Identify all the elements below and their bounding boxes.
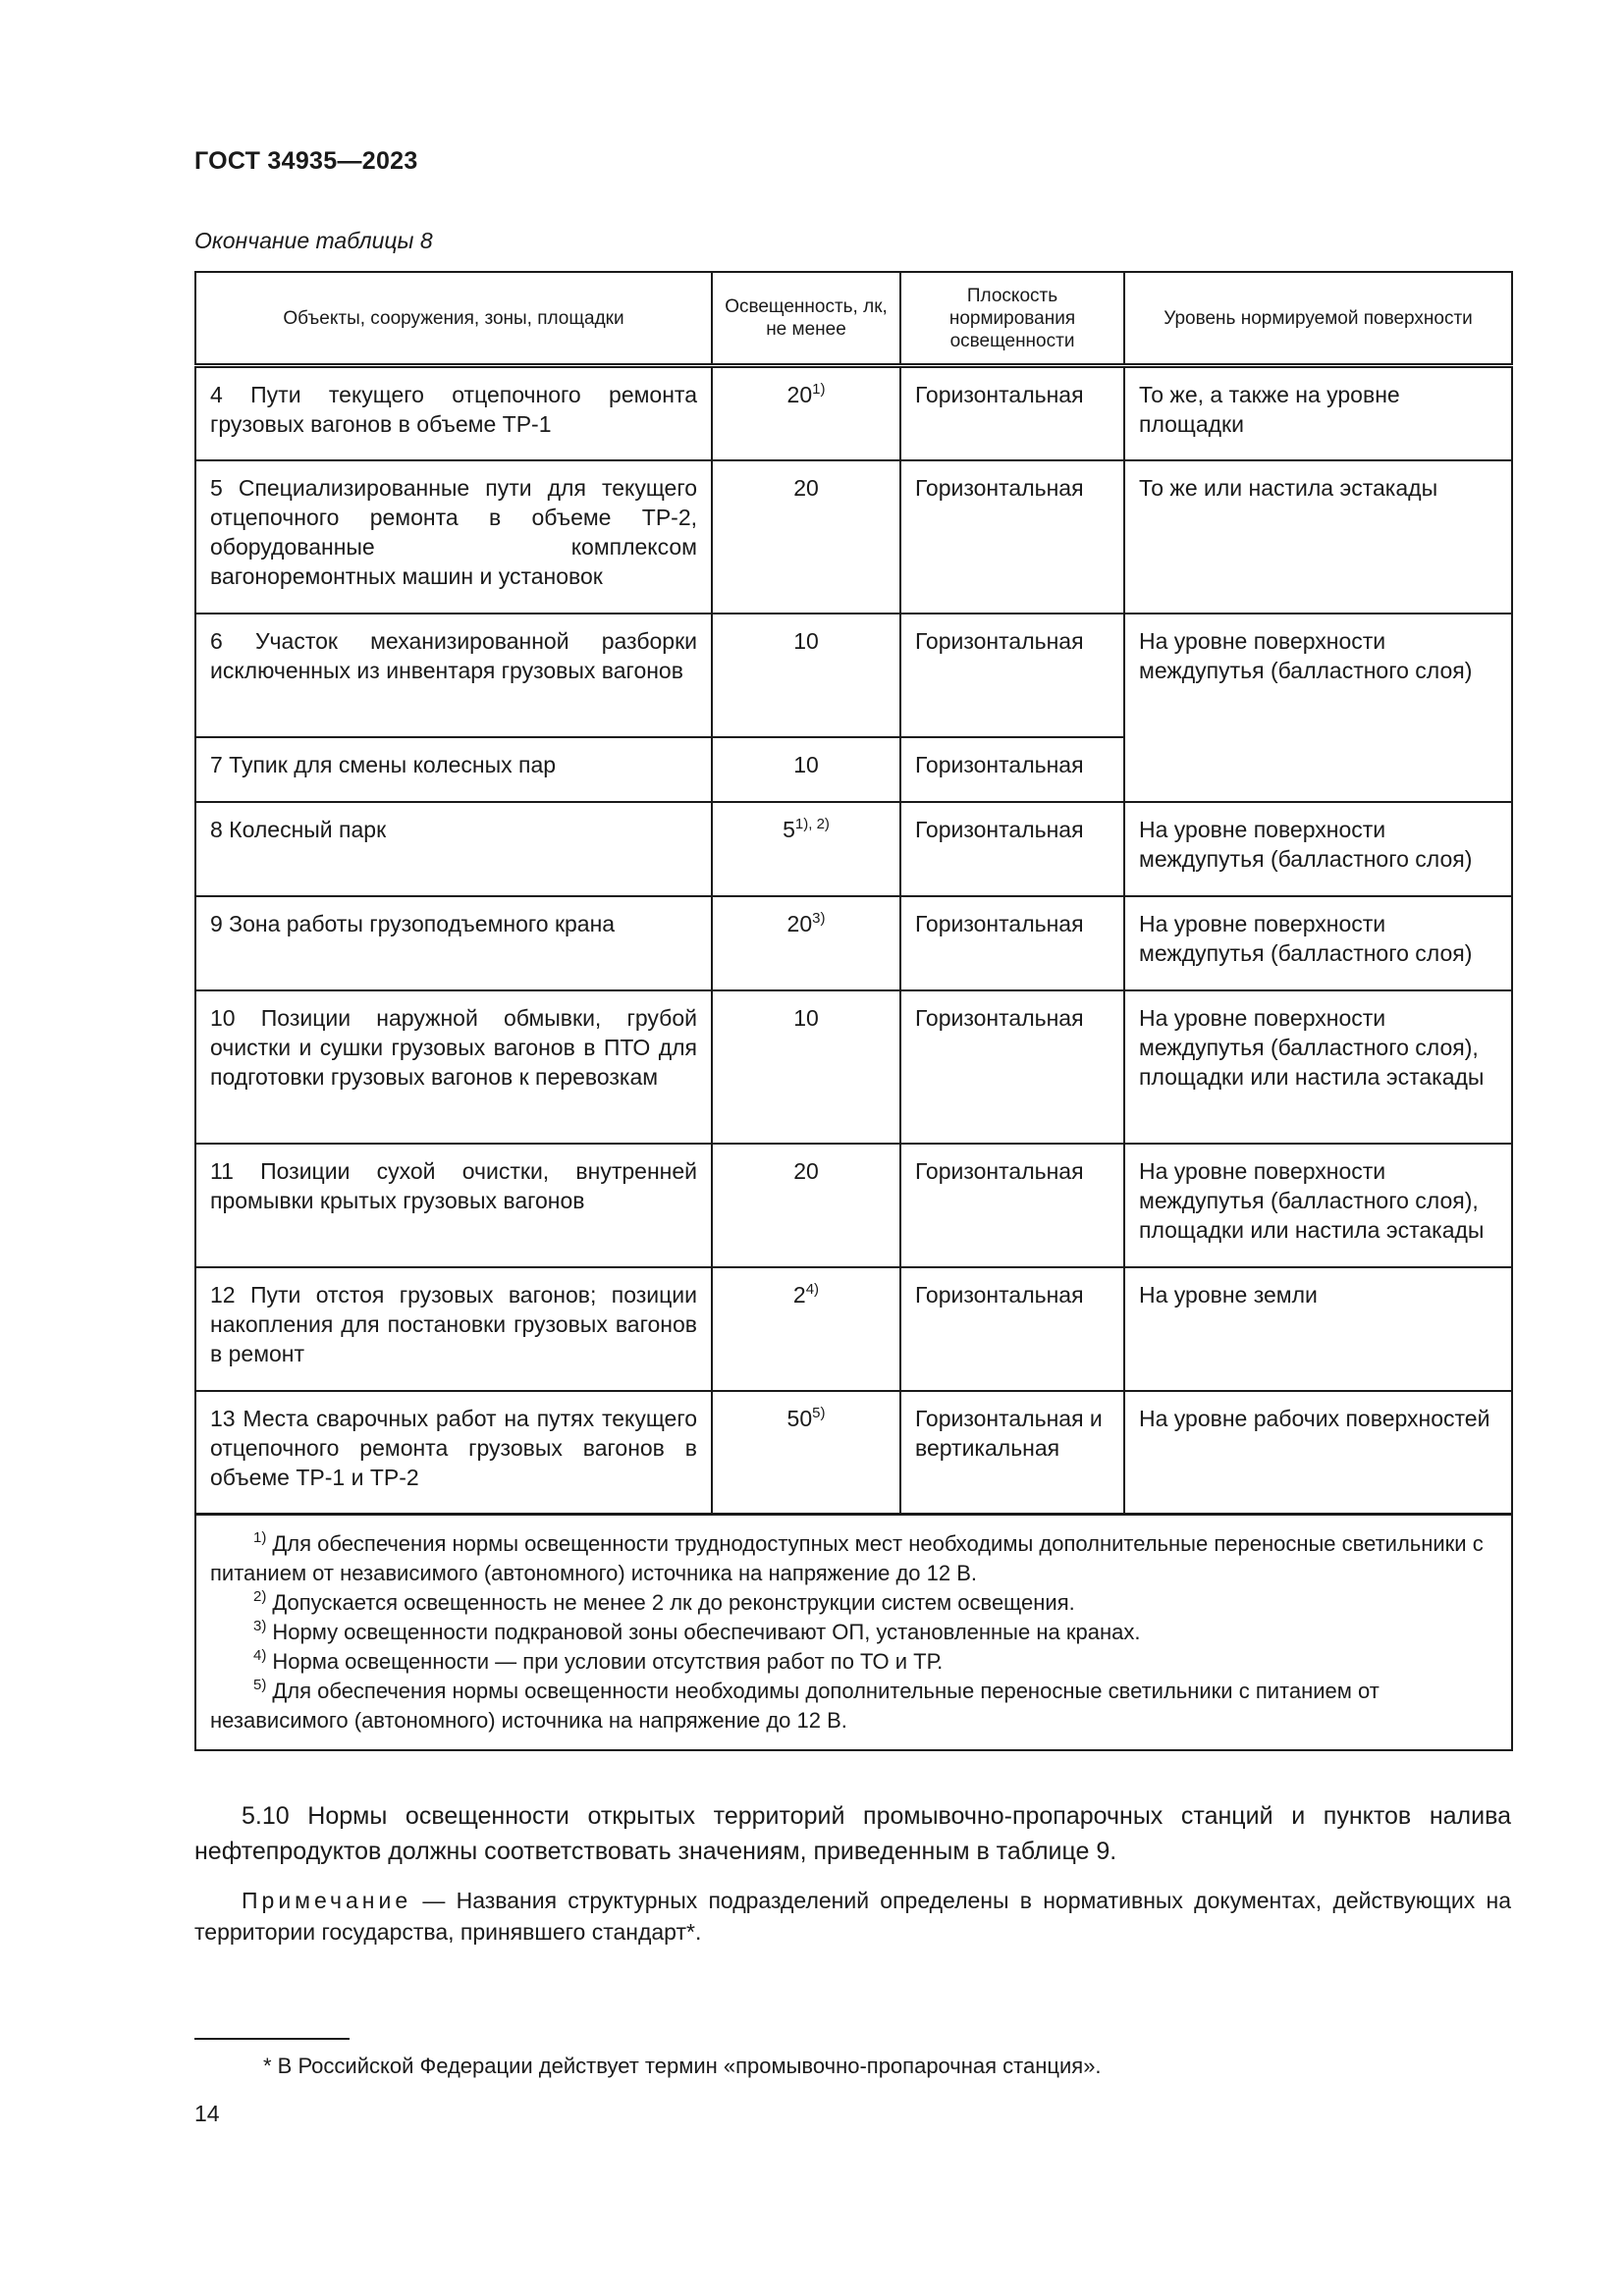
table-row [195, 1391, 1512, 1515]
table-row [195, 896, 1512, 990]
cell-plane: Горизонтальная и вертикальная [900, 1391, 1124, 1515]
footnote-ref: 4) [805, 1280, 820, 1298]
cell-level: На уровне поверхности междупутья (балластного слоя) [1124, 896, 1512, 990]
table-footnote: $^{2)}$ Допускается освещенность не менее 2 лк до реконструкции систем освещения. [253, 1588, 1075, 1615]
column-header-objects: Объекты, сооружения, зоны, площадки [195, 272, 712, 366]
note-text: — Названия структурных подразделений определены в нормативных документах, действующих на территории государства, принявшего стандарт*. [194, 1888, 1511, 1945]
cell-object: 12 Пути отстоя грузовых вагонов; позиции накопления для постановки грузовых вагонов в ремонт [195, 1267, 712, 1391]
table-footnote: $^{5)}$ Для обеспечения нормы освещенности необходимы дополнительные переносные светильники с питанием от независимого (автономного) источника на напряжение до 12 В. [210, 1677, 1380, 1733]
table-footnote: $^{4)}$ Норма освещенности — при условии отсутствия работ по ТО и ТР. [253, 1647, 944, 1674]
cell-object: 13 Места сварочных работ на путях текущего отцепочного ремонта грузовых вагонов в объеме ТР-1 и ТР-2 [195, 1391, 712, 1515]
table-row [195, 614, 1512, 737]
cell-plane: Горизонтальная [900, 1267, 1124, 1391]
cell-level: На уровне земли [1124, 1267, 1512, 1391]
cell-plane: Горизонтальная [900, 737, 1124, 802]
table-header-row [195, 272, 1512, 366]
footnote-ref: 1), 2) [794, 815, 830, 832]
cell-level: На уровне поверхности междупутья (балластного слоя), площадки или настила эстакады [1124, 1144, 1512, 1267]
cell-level: На уровне поверхности междупутья (балластного слоя), площадки или настила эстакады [1124, 990, 1512, 1144]
cell-plane: Горизонтальная [900, 1144, 1124, 1267]
document-code: ГОСТ 34935—2023 [194, 147, 418, 175]
footnote-ref: 5) [812, 1404, 826, 1421]
column-header-level: Уровень нормируемой поверхности [1124, 272, 1512, 366]
table-row [195, 366, 1512, 460]
page-footnote: * В Российской Федерации действует термин «промывочно-пропарочная станция». [263, 2054, 1102, 2078]
cell-object: 4 Пути текущего отцепочного ремонта грузовых вагонов в объеме ТР-1 [195, 366, 712, 460]
column-header-illuminance: Освещенность, лк, не менее [712, 272, 900, 366]
body-paragraph: 5.10 Нормы освещенности открытых территорий промывочно-пропарочных станций и пунктов налива нефтепродуктов должны соответствовать значениям, приведенным в таблице 9. [194, 1802, 1511, 1865]
cell-object: 9 Зона работы грузоподъемного крана [195, 896, 712, 990]
cell-illuminance: 20 [712, 460, 900, 614]
cell-illuminance: 10 [712, 737, 900, 802]
footnote-divider [194, 2038, 350, 2040]
cell-object: 11 Позиции сухой очистки, внутренней промывки крытых грузовых вагонов [195, 1144, 712, 1267]
cell-level: На уровне рабочих поверхностей [1124, 1391, 1512, 1515]
cell-object: 8 Колесный парк [195, 802, 712, 896]
footnote-ref: 3) [812, 909, 826, 927]
cell-level: То же или настила эстакады [1124, 460, 1512, 614]
cell-plane: Горизонтальная [900, 896, 1124, 990]
footnote-ref: 1) [812, 381, 826, 398]
cell-illuminance: 10 [712, 990, 900, 1144]
column-header-plane: Плоскость нормирования освещенности [900, 272, 1124, 366]
page-number: 14 [194, 2101, 220, 2126]
cell-plane: Горизонтальная [900, 802, 1124, 896]
table-footnote: $^{1)}$ Для обеспечения нормы освещенности труднодоступных мест необходимы дополнительные переносные светильники с питанием от независимого (автономного) источника на напряжение до 12 В. [210, 1529, 1484, 1585]
note-paragraph [194, 1885, 1511, 1948]
cell-illuminance: 2$^{4)}$ [712, 1267, 900, 1391]
table-row [195, 802, 1512, 896]
table-row [195, 460, 1512, 614]
cell-object: 5 Специализированные пути для текущего отцепочного ремонта в объеме ТР-2, оборудованные комплексом вагоноремонтных машин и установок [195, 460, 712, 614]
cell-illuminance: 50$^{5)}$ [712, 1391, 900, 1515]
cell-plane: Горизонтальная [900, 460, 1124, 614]
cell-plane: Горизонтальная [900, 614, 1124, 737]
cell-illuminance: 20$^{1)}$ [712, 366, 900, 460]
table-footnote: $^{3)}$ Норму освещенности подкрановой зоны обеспечивают ОП, установленные на кранах. [253, 1618, 1141, 1644]
table-row [195, 990, 1512, 1144]
table-footnotes [195, 1515, 1512, 1751]
cell-object: 10 Позиции наружной обмывки, грубой очистки и сушки грузовых вагонов в ПТО для подготовки грузовых вагонов к перевозкам [195, 990, 712, 1144]
cell-object: 6 Участок механизированной разборки исключенных из инвентаря грузовых вагонов [195, 614, 712, 737]
cell-illuminance: 20$^{3)}$ [712, 896, 900, 990]
cell-illuminance: $5^{1), 2)}$ [712, 802, 900, 896]
cell-level: На уровне поверхности междупутья (балластного слоя) [1124, 802, 1512, 896]
cell-object: 7 Тупик для смены колесных пар [195, 737, 712, 802]
illumination-table [194, 271, 1513, 1751]
cell-plane: Горизонтальная [900, 366, 1124, 460]
cell-illuminance: 10 [712, 614, 900, 737]
cell-level: То же, а также на уровне площадки [1124, 366, 1512, 460]
table-caption: Окончание таблицы 8 [194, 228, 433, 253]
table-row [195, 1267, 1512, 1391]
cell-illuminance: 20 [712, 1144, 900, 1267]
cell-plane: Горизонтальная [900, 990, 1124, 1144]
cell-level: На уровне поверхности междупутья (балластного слоя) [1124, 614, 1512, 802]
table-row [195, 1144, 1512, 1267]
note-label: Примечание [242, 1888, 412, 1913]
table-footnotes-row [195, 1515, 1512, 1751]
